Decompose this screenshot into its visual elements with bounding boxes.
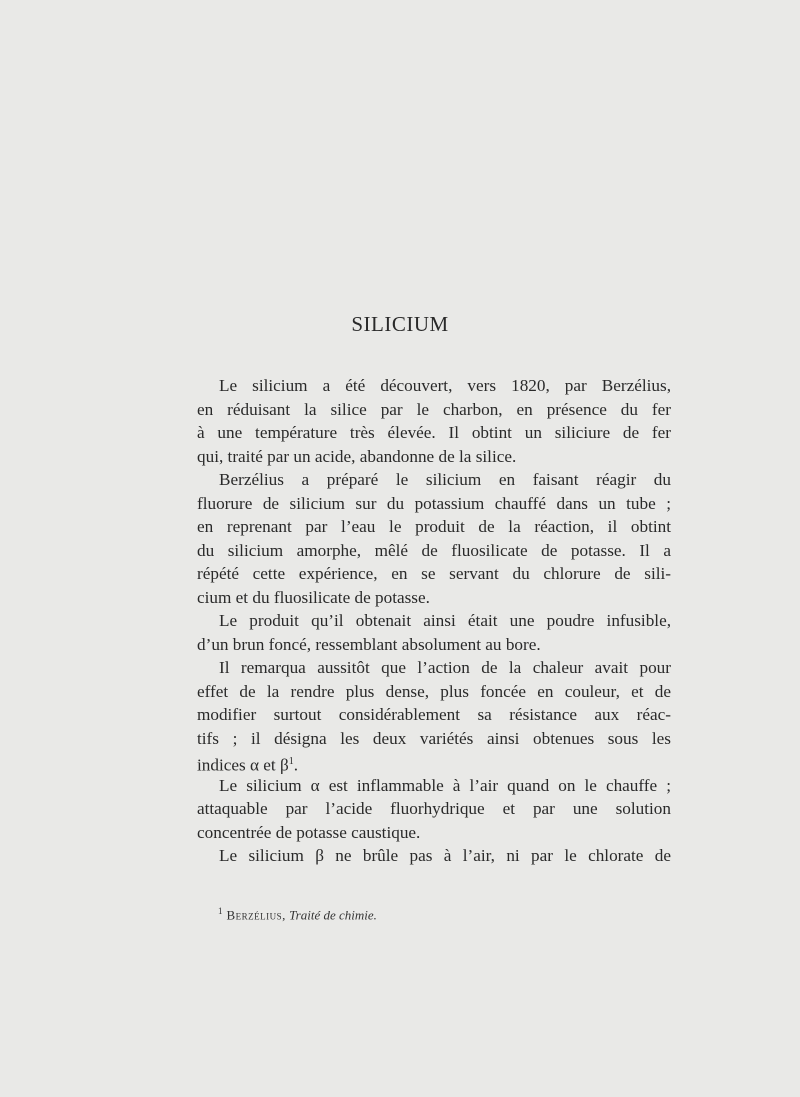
text-line — [197, 797, 671, 821]
text-line-content: modifier surtout considérablement sa résistance aux réac- — [197, 705, 671, 724]
text-line — [197, 844, 671, 868]
text-line — [197, 703, 671, 727]
footnote-reference: 1 — [288, 756, 294, 767]
text-line — [197, 421, 671, 445]
footnote-author: Berzélius, — [226, 907, 286, 923]
text-line — [197, 586, 671, 610]
text-line-content: qui, traité par un acide, abandonne de la silice. — [197, 446, 517, 466]
text-line — [197, 515, 671, 539]
text-line-content: Le silicium a été découvert, vers 1820, par Berzélius, — [219, 376, 671, 395]
text-line-content: Berzélius a préparé le silicium en faisant réagir du — [219, 470, 671, 489]
text-line — [197, 468, 671, 492]
text-line-content: Il remarqua aussitôt que l’action de la chaleur avait pour — [219, 658, 671, 677]
text-line — [197, 727, 671, 751]
text-line-content: concentrée de potasse caustique. — [197, 822, 421, 842]
text-line — [197, 492, 671, 516]
text-line-content: Le produit qu’il obtenait ainsi était une poudre infusible, — [219, 611, 671, 630]
footnote-mark: 1 — [218, 906, 223, 916]
body-text — [197, 374, 671, 868]
text-line-content: Le silicium α est inflammable à l’air quand on le chauffe ; — [219, 775, 671, 795]
text-line — [197, 398, 671, 422]
text-line-content: du silicium amorphe, mêlé de fluosilicate de potasse. Il a — [197, 540, 671, 560]
text-line-content: fluorure de silicium sur du potassium chauffé dans un tube ; — [197, 493, 671, 513]
text-line-content: cium et du fluosilicate de potasse. — [197, 587, 430, 607]
text-line — [197, 750, 671, 774]
text-line — [197, 774, 671, 798]
text-line-tail: . — [293, 755, 299, 775]
text-line-content: d’un brun foncé, ressemblant absolument au bore. — [197, 634, 541, 654]
text-line — [197, 609, 671, 633]
text-line — [197, 821, 671, 845]
text-line-content: tifs ; il désigna les deux variétés ainsi obtenues sous les — [197, 728, 671, 748]
text-line-content: effet de la rendre plus dense, plus foncée en couleur, et de — [197, 681, 671, 701]
text-line — [197, 445, 671, 469]
text-line-content: indices α et β — [197, 755, 289, 775]
page-title: SILICIUM — [351, 312, 449, 336]
text-line — [197, 680, 671, 704]
text-line-content: en reprenant par l’eau le produit de la réaction, il obtint — [197, 517, 671, 536]
text-line-content: en réduisant la silice par le charbon, en présence du fer — [197, 399, 671, 419]
text-line-content: répété cette expérience, en se servant du chlorure de sili- — [197, 564, 671, 583]
text-line — [197, 633, 671, 657]
text-line-content: à une température très élevée. Il obtint un siliciure de fer — [197, 423, 671, 442]
text-line — [197, 562, 671, 586]
footnote — [218, 906, 377, 923]
text-line-content: Le silicium β ne brûle pas à l’air, ni par le chlorate de — [219, 846, 671, 865]
text-line-content: attaquable par l’acide fluorhydrique et par une solution — [197, 799, 671, 818]
footnote-work: Traité de chimie. — [289, 907, 377, 923]
text-line — [197, 374, 671, 398]
text-line — [197, 656, 671, 680]
text-line — [197, 539, 671, 563]
